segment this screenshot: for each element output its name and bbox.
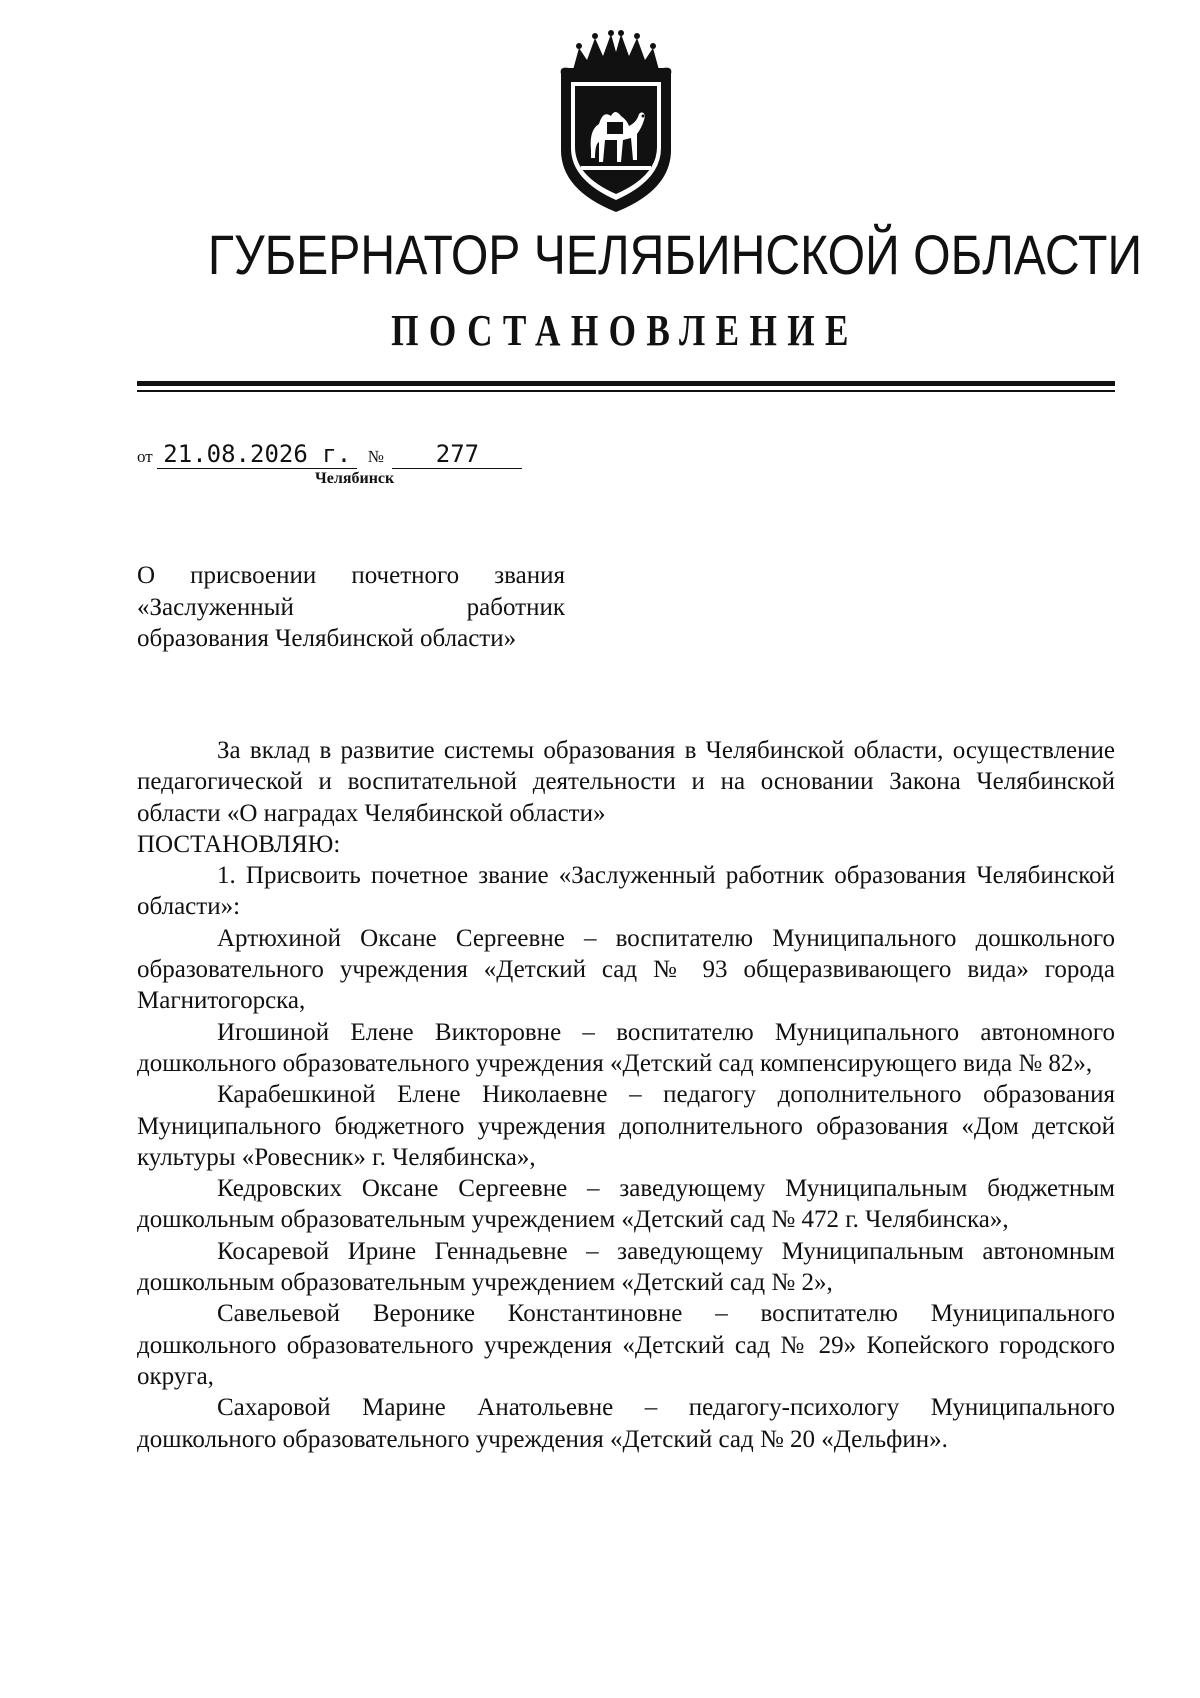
recipient-paragraph: Савельевой Веронике Константиновне – воспитателю Муниципального дошкольного образовательного учреждения «Детский сад № 29» Копейского городского округа,: [137, 1300, 1115, 1390]
header-divider-thin: [137, 390, 1115, 392]
preamble-paragraph: За вклад в развитие системы образования в Челябинской области, осуществление педагогической и воспитательной деятельности и на основании Закона Челябинской области «О наградах Челябинской области»: [137, 737, 1115, 827]
recipient-paragraph: Артюхиной Оксане Сергеевне – воспитателю Муниципального дошкольного образовательного учреждения «Детский сад № 93 общеразвивающего вида» города Магнитогорска,: [137, 924, 1115, 1015]
subject-line: «Заслуженный работник: [137, 593, 565, 621]
document-meta: [137, 440, 522, 470]
decree-heading: ПОСТАНОВЛЯЮ:: [137, 830, 341, 858]
recipient-paragraph: Кедровских Оксане Сергеевне – заведующему Муниципальным бюджетным дошкольным образовательным учреждением «Детский сад № 472 г. Челябинска»,: [137, 1175, 1115, 1234]
coat-of-arms-icon: [551, 30, 681, 215]
recipient-paragraph: Сахаровой Марине Анатольевне – педагогу-психологу Муниципального дошкольного образовательного учреждения «Детский сад № 20 «Дельфин».: [137, 1394, 1115, 1453]
recipient-paragraph: Игошиной Елене Викторовне – воспитателю Муниципального автономного дошкольного образовательного учреждения «Детский сад компенсирующего вида № 82»,: [137, 1018, 1115, 1077]
subject-line: образования Челябинской области»: [137, 625, 517, 652]
date-prefix: от: [137, 447, 153, 466]
issuing-authority-title: ГУБЕРНАТОР ЧЕЛЯБИНСКОЙ ОБЛАСТИ: [207, 223, 1143, 286]
document-number: 277: [392, 440, 522, 469]
recipient-paragraph: Косаревой Ирине Геннадьевне – заведующему Муниципальным автономным дошкольным образовательным учреждением «Детский сад № 2»,: [137, 1237, 1115, 1297]
document-type-title: ПОСТАНОВЛЕНИЕ: [391, 306, 859, 355]
subject-line: О присвоении почетного звания: [137, 562, 565, 589]
document-subject: [137, 560, 565, 655]
issue-place: Челябинск: [315, 470, 395, 487]
number-prefix: №: [367, 447, 384, 466]
document-date: 21.08.2026 г.: [157, 440, 357, 469]
item-1-paragraph: 1. Присвоить почетное звание «Заслуженный работник образования Челябинской области»:: [137, 862, 1115, 921]
document-body: [137, 735, 1115, 1455]
recipient-paragraph: Карабешкиной Елене Николаевне – педагогу дополнительного образования Муниципального бюджетного учреждения дополнительного образования «Дом детской культуры «Ровесник» г. Челябинска»,: [137, 1081, 1115, 1171]
header-divider-thick: [137, 381, 1115, 386]
